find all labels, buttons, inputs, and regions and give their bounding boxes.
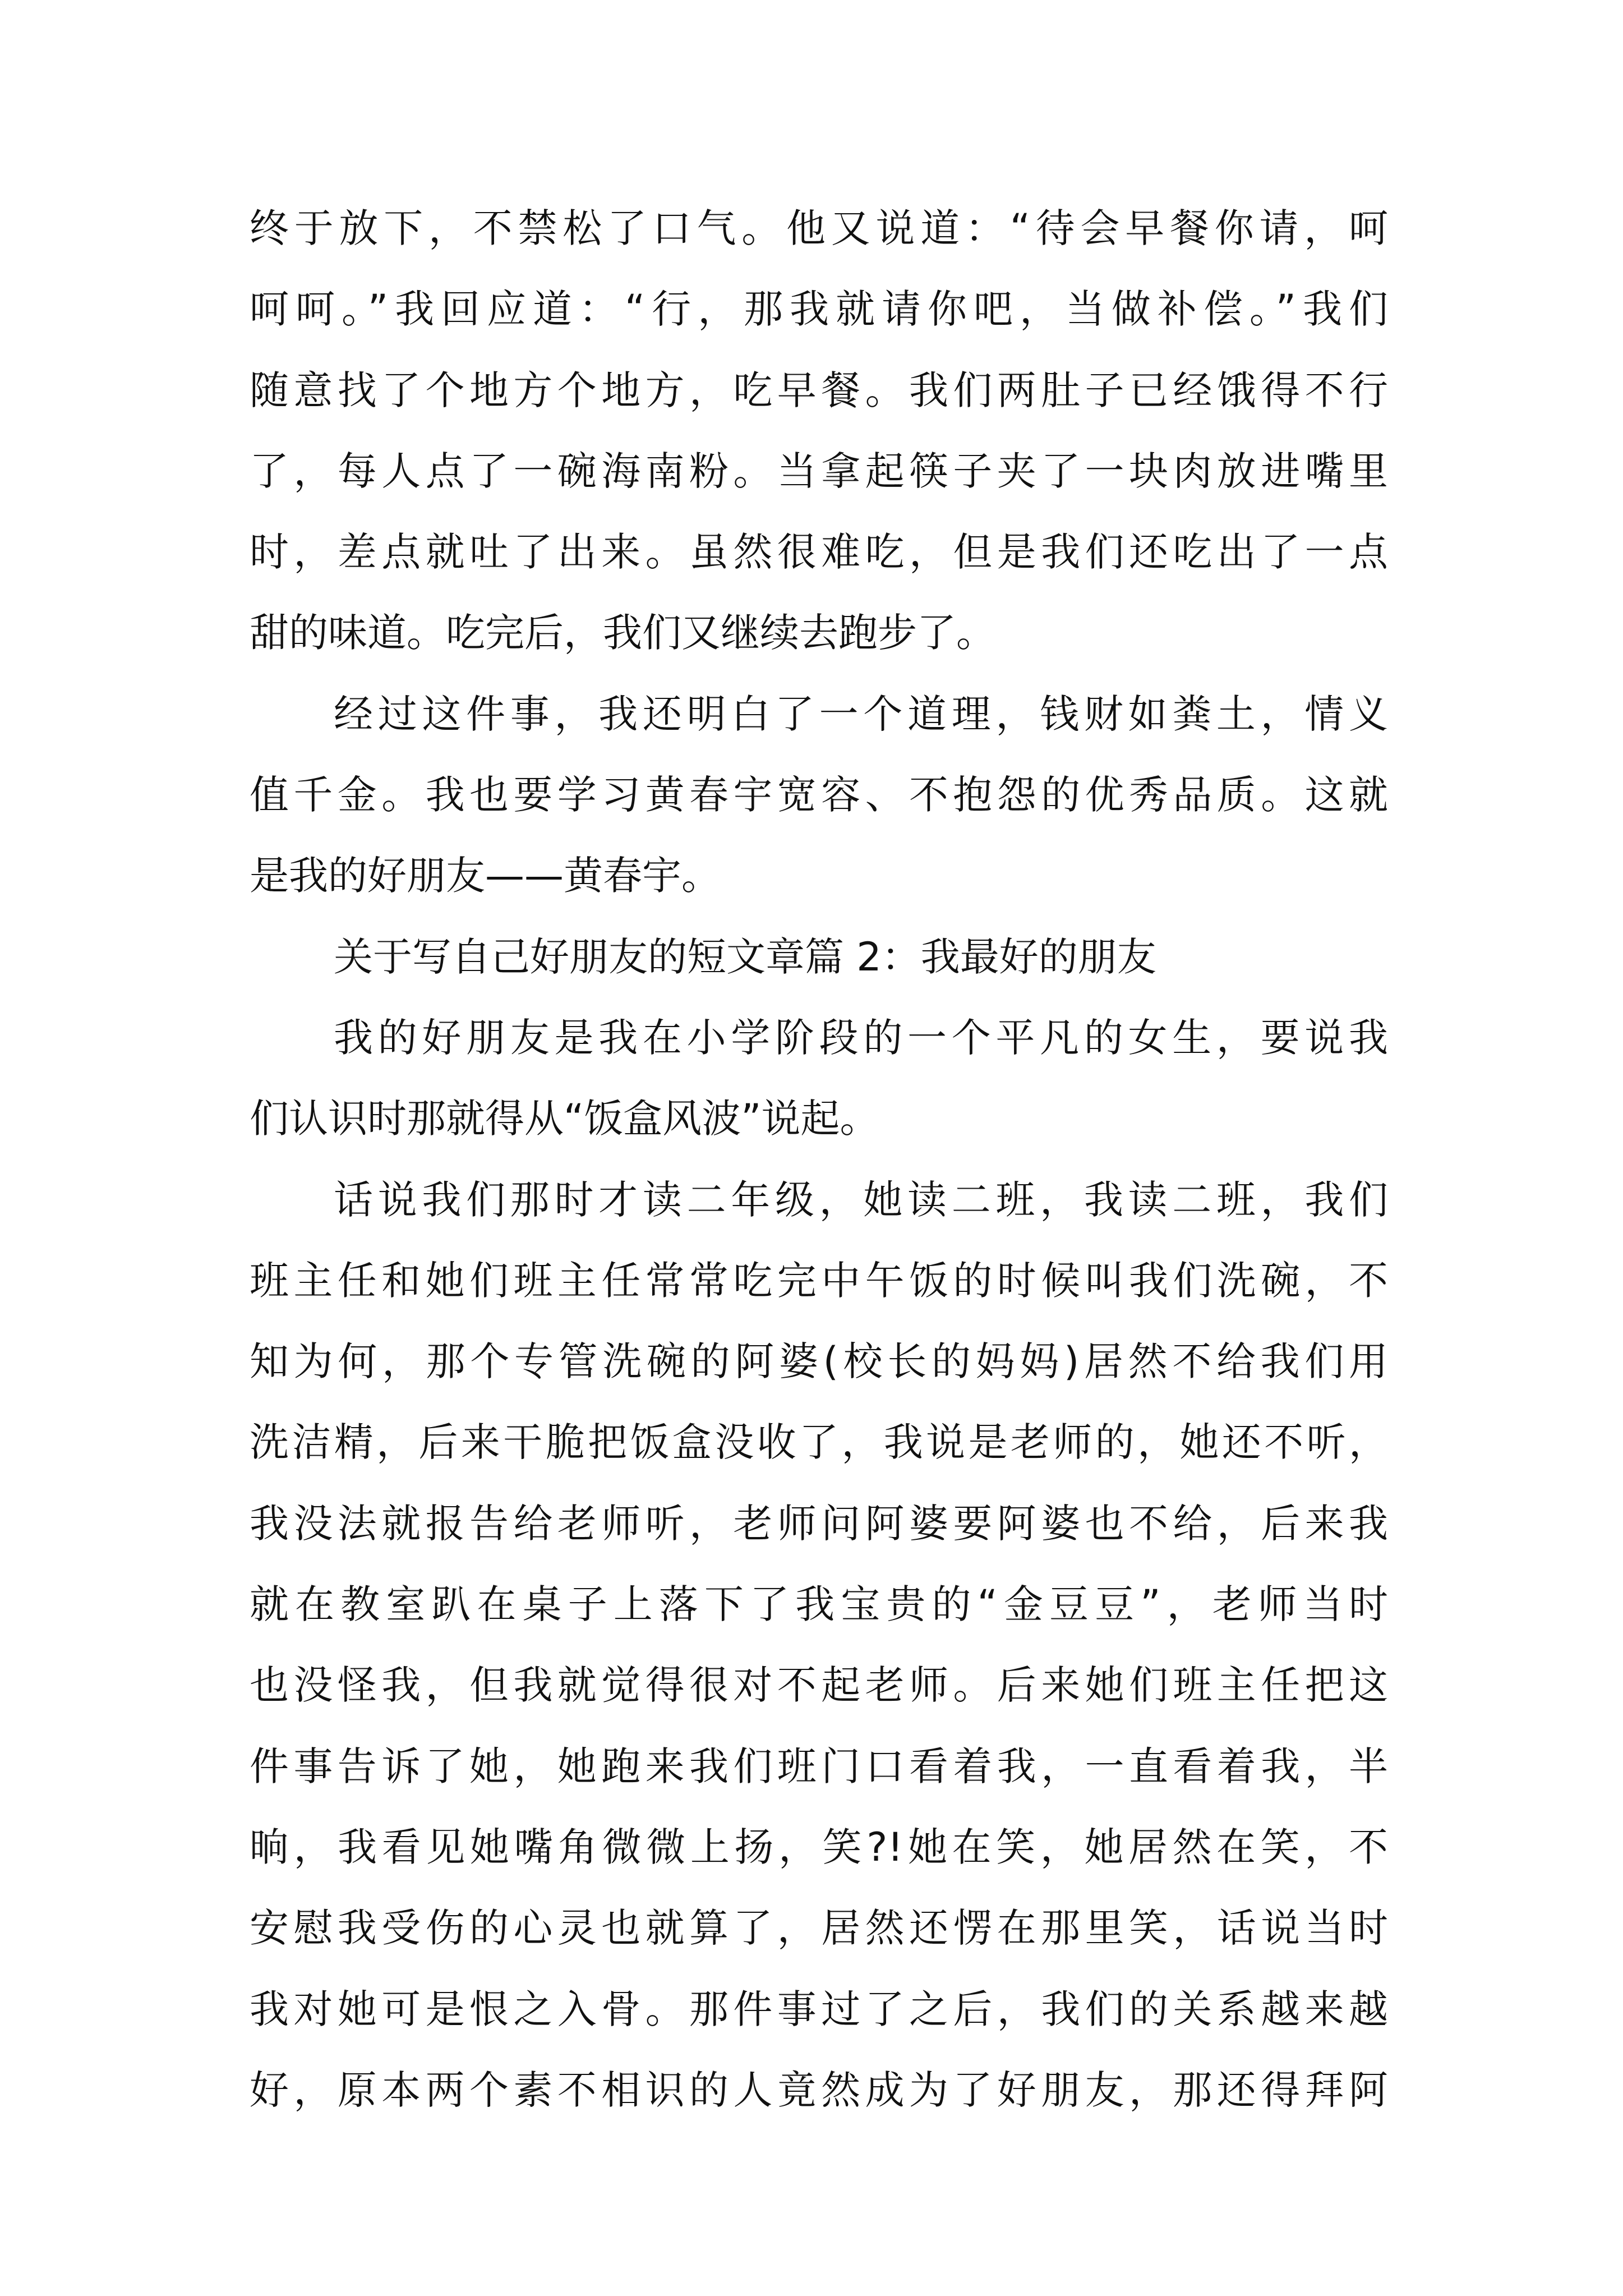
text-line: 是我的好朋友——黄春宇。 — [250, 853, 721, 899]
text-line: 经过这件事，我还明白了一个道理，钱财如粪土，情义 — [334, 691, 1388, 737]
text-line: 随意找了个地方个地方，吃早餐。我们两肚子已经饿得不行 — [250, 367, 1388, 413]
text-line: 我没法就报告给老师听，老师问阿婆要阿婆也不给，后来我 — [250, 1500, 1388, 1547]
text-line: 班主任和她们班主任常常吃完中午饭的时候叫我们洗碗，不 — [250, 1257, 1388, 1304]
text-line: 了，每人点了一碗海南粉。当拿起筷子夹了一块肉放进嘴里 — [250, 448, 1388, 494]
text-line: 我对她可是恨之入骨。那件事过了之后，我们的关系越来越 — [250, 1986, 1388, 2032]
text-line: 也没怪我，但我就觉得很对不起老师。后来她们班主任把这 — [250, 1662, 1388, 1709]
text-line: 时，差点就吐了出来。虽然很难吃，但是我们还吃出了一点 — [250, 529, 1388, 576]
text-line: 晌，我看见她嘴角微微上扬，笑?!她在笑，她居然在笑，不 — [250, 1824, 1388, 1870]
text-line: 终于放下，不禁松了口气。他又说道：“待会早餐你请，呵 — [250, 205, 1388, 251]
body-text — [250, 188, 1388, 2131]
text-line: 话说我们那时才读二年级，她读二班，我读二班，我们 — [334, 1176, 1388, 1223]
text-line: 就在教室趴在桌子上落下了我宝贵的“金豆豆”，老师当时 — [250, 1581, 1388, 1628]
section-heading: 关于写自己好朋友的短文章篇 2：我最好的朋友 — [334, 933, 1156, 980]
text-line: 件事告诉了她，她跑来我们班门口看着我，一直看着我，半 — [250, 1743, 1388, 1789]
text-line: 我的好朋友是我在小学阶段的一个平凡的女生，要说我 — [334, 1014, 1388, 1061]
text-line: 洗洁精，后来干脆把饭盒没收了，我说是老师的，她还不听， — [250, 1419, 1388, 1466]
text-line: 值千金。我也要学习黄春宇宽容、不抱怨的优秀品质。这就 — [250, 772, 1388, 818]
text-line: 们认识时那就得从“饭盒风波”说起。 — [250, 1096, 879, 1142]
text-line: 呵呵。”我回应道：“行，那我就请你吧，当做补偿。”我们 — [250, 286, 1388, 333]
text-line: 甜的味道。吃完后，我们又继续去跑步了。 — [250, 610, 995, 656]
text-line: 知为何，那个专管洗碗的阿婆(校长的妈妈)居然不给我们用 — [250, 1338, 1388, 1385]
text-line: 安慰我受伤的心灵也就算了，居然还愣在那里笑，话说当时 — [250, 1905, 1388, 1952]
text-line: 好，原本两个素不相识的人竟然成为了好朋友，那还得拜阿 — [250, 2067, 1388, 2113]
